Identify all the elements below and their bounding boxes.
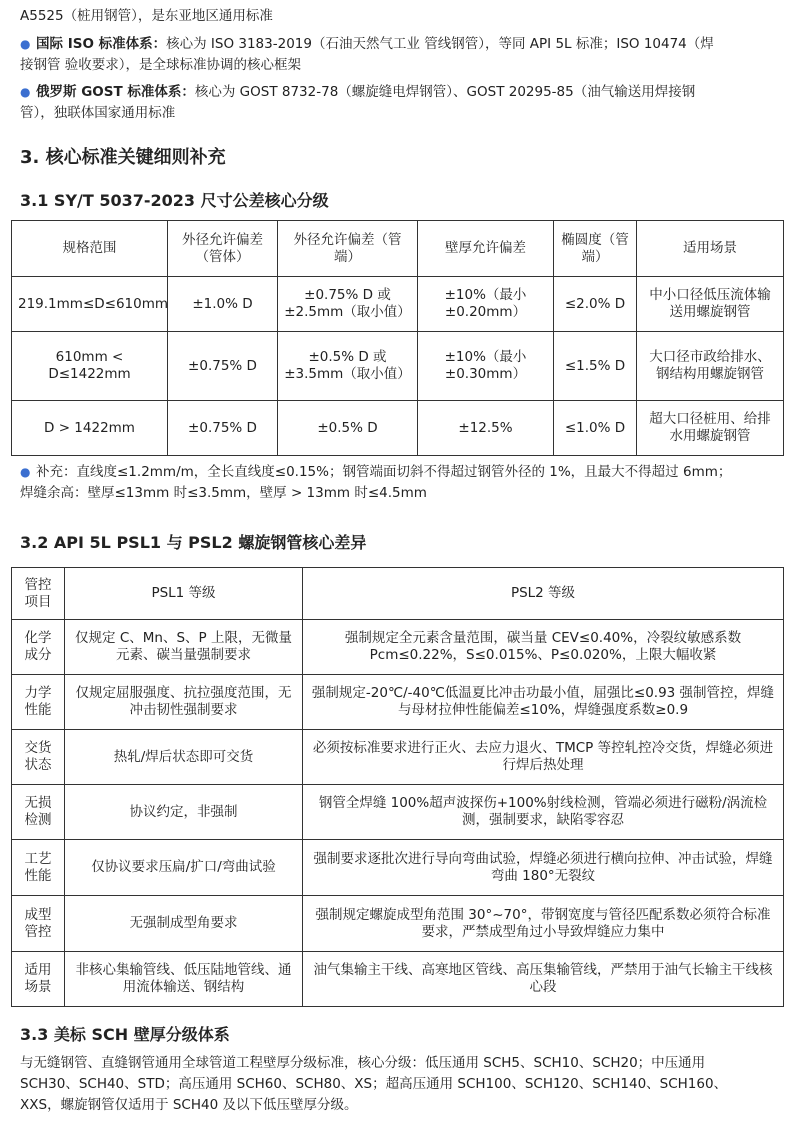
- bullet-dot-icon: ●: [20, 85, 31, 99]
- bullet-gost: [20, 82, 773, 124]
- table-header-row: [12, 568, 784, 620]
- header-cell: PSL2 等级: [303, 568, 784, 620]
- table-cell: ±0.5% D 或 ±3.5mm（取小值）: [278, 332, 418, 401]
- bullet-dot-icon: ●: [20, 37, 31, 51]
- note-text-cont: 焊缝余高：壁厚≤13mm 时≤3.5mm，壁厚 > 13mm 时≤4.5mm: [20, 485, 427, 501]
- header-cell: 管控项目: [12, 568, 65, 620]
- table-cell: 无强制成型角要求: [65, 896, 303, 952]
- table-cell: ≤1.0% D: [554, 401, 637, 456]
- table-cell: ±0.75% D: [168, 401, 278, 456]
- tolerance-table: [11, 220, 784, 456]
- header-cell: 适用场景: [637, 221, 784, 277]
- table-cell: ±0.75% D 或 ±2.5mm（取小值）: [278, 277, 418, 332]
- section-3-2-title: 3.2 API 5L PSL1 与 PSL2 螺旋钢管核心差异: [20, 533, 367, 552]
- table-cell: 强制规定螺旋成型角范围 30°~70°，带钢宽度与管径匹配系数必须符合标准要求，严禁成型角过小导致焊缝应力集中: [303, 896, 784, 952]
- table-cell: D > 1422mm: [12, 401, 168, 456]
- table-cell: 油气集输主干线、高寒地区管线、高压集输管线，严禁用于油气长输主干线核心段: [303, 952, 784, 1007]
- table-cell: ±0.75% D: [168, 332, 278, 401]
- table-cell: 中小口径低压流体输送用螺旋钢管: [637, 277, 784, 332]
- table-cell: 钢管全焊缝 100%超声波探伤+100%射线检测，管端必须进行磁粉/涡流检测，强制要求，缺陷零容忍: [303, 785, 784, 840]
- bullet-text-cont: 管），独联体国家通用标准: [20, 105, 176, 121]
- table-cell: 工艺性能: [12, 840, 65, 896]
- table-cell: 必须按标准要求进行正火、去应力退火、TMCP 等控轧控冷交货，焊缝必须进行焊后热处理: [303, 730, 784, 785]
- table-cell: ≤2.0% D: [554, 277, 637, 332]
- bullet-text-cont: 接钢管 验收要求），是全球标准协调的核心框架: [20, 57, 302, 73]
- table-cell: 强制要求逐批次进行导向弯曲试验，焊缝必须进行横向拉伸、冲击试验，焊缝弯曲 180°无裂纹: [303, 840, 784, 896]
- paragraph-line: SCH30、SCH40、STD；高压通用 SCH60、SCH80、XS；超高压通用 SCH100、SCH120、SCH140、SCH160、: [20, 1076, 728, 1092]
- bullet-label: 国际 ISO 标准体系：: [36, 36, 167, 52]
- table-cell: 大口径市政给排水、钢结构用螺旋钢管: [637, 332, 784, 401]
- table-cell: ±0.5% D: [278, 401, 418, 456]
- psl-table: [11, 567, 784, 1007]
- header-cell: 外径允许偏差（管体）: [168, 221, 278, 277]
- table-cell: 非核心集输管线、低压陆地管线、通用流体输送、钢结构: [65, 952, 303, 1007]
- table-row: [12, 277, 784, 332]
- table-cell: 219.1mm≤D≤610mm: [12, 277, 168, 332]
- header-cell: 椭圆度（管端）: [554, 221, 637, 277]
- header-cell: 外径允许偏差（管端）: [278, 221, 418, 277]
- header-cell: PSL1 等级: [65, 568, 303, 620]
- table-cell: 成型管控: [12, 896, 65, 952]
- table-row: [12, 401, 784, 456]
- table-cell: 无损检测: [12, 785, 65, 840]
- tolerance-note: [20, 462, 780, 504]
- table-row: [12, 332, 784, 401]
- section-3-3-title: 3.3 美标 SCH 壁厚分级体系: [20, 1025, 230, 1044]
- paragraph-line: 与无缝钢管、直缝钢管通用全球管道工程壁厚分级标准，核心分级：低压通用 SCH5、SCH10、SCH20；中压通用: [20, 1055, 706, 1071]
- table-header-row: [12, 221, 784, 277]
- intro-line: A5525（桩用钢管），是东亚地区通用标准: [20, 8, 273, 24]
- table-cell: 热轧/焊后状态即可交货: [65, 730, 303, 785]
- paragraph-line: XXS，螺旋钢管仅适用于 SCH40 及以下低压壁厚分级。: [20, 1097, 358, 1113]
- table-cell: 610mm < D≤1422mm: [12, 332, 168, 401]
- table-cell: 仅规定屈服强度、抗拉强度范围，无冲击韧性强制要求: [65, 675, 303, 730]
- bullet-text: 核心为 ISO 3183-2019（石油天然气工业 管线钢管），等同 API 5L 标准；ISO 10474（焊: [166, 36, 714, 52]
- bullet-text: 核心为 GOST 8732-78（螺旋缝电焊钢管）、GOST 20295-85（油气输送用焊接钢: [194, 84, 696, 100]
- table-cell: 超大口径桩用、给排水用螺旋钢管: [637, 401, 784, 456]
- table-cell: ±10%（最小 ±0.30mm）: [418, 332, 554, 401]
- table-row: [12, 840, 784, 896]
- table-cell: 仅规定 C、Mn、S、P 上限，无微量元素、碳当量强制要求: [65, 620, 303, 675]
- section-3-1-title: 3.1 SY/T 5037-2023 尺寸公差核心分级: [20, 191, 329, 210]
- table-cell: 化学成分: [12, 620, 65, 675]
- table-row: [12, 952, 784, 1007]
- table-cell: 力学性能: [12, 675, 65, 730]
- table-cell: 强制规定全元素含量范围，碳当量 CEV≤0.40%，冷裂纹敏感系数 Pcm≤0.22%，S≤0.015%、P≤0.020%，上限大幅收紧: [303, 620, 784, 675]
- header-cell: 规格范围: [12, 221, 168, 277]
- bullet-iso: [20, 34, 773, 76]
- table-row: [12, 675, 784, 730]
- table-cell: ±1.0% D: [168, 277, 278, 332]
- table-row: [12, 896, 784, 952]
- table-cell: 协议约定，非强制: [65, 785, 303, 840]
- table-cell: 交货状态: [12, 730, 65, 785]
- table-cell: 强制规定-20℃/-40℃低温夏比冲击功最小值，屈强比≤0.93 强制管控，焊缝与母材拉伸性能偏差≤10%，焊缝强度系数≥0.9: [303, 675, 784, 730]
- bullet-label: 俄罗斯 GOST 标准体系：: [36, 84, 195, 100]
- section-3-title: 3. 核心标准关键细则补充: [20, 147, 226, 168]
- header-cell: 壁厚允许偏差: [418, 221, 554, 277]
- sch-paragraph: [20, 1053, 780, 1116]
- table-row: [12, 785, 784, 840]
- table-cell: 仅协议要求压扁/扩口/弯曲试验: [65, 840, 303, 896]
- table-cell: ≤1.5% D: [554, 332, 637, 401]
- note-text: 补充：直线度≤1.2mm/m，全长直线度≤0.15%；钢管端面切斜不得超过钢管外径的 1%，且最大不得超过 6mm；: [36, 464, 732, 480]
- bullet-dot-icon: ●: [20, 465, 31, 479]
- table-cell: 适用场景: [12, 952, 65, 1007]
- table-row: [12, 730, 784, 785]
- table-row: [12, 620, 784, 675]
- table-cell: ±10%（最小 ±0.20mm）: [418, 277, 554, 332]
- table-cell: ±12.5%: [418, 401, 554, 456]
